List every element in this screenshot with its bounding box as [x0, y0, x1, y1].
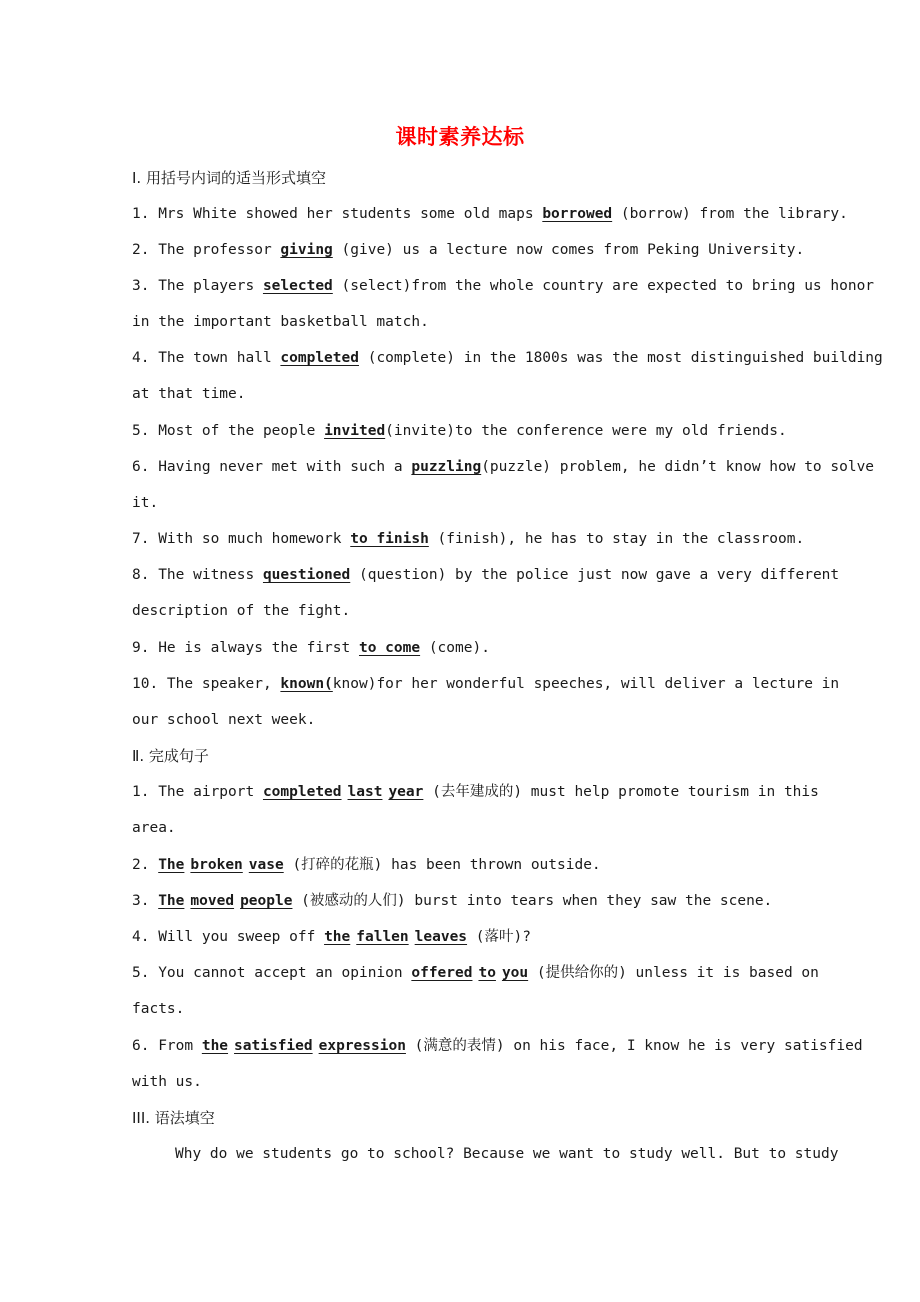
sentence-item-continuation: area.	[132, 820, 176, 836]
section-3-heading: III. 语法填空	[132, 1109, 215, 1127]
sentence-item: 3. The moved people (被感动的人们) burst into tears when they saw the scene.	[132, 893, 773, 909]
answer-blank: borrowed	[542, 206, 613, 222]
answer-word: people	[240, 893, 293, 909]
answer-word: last	[347, 784, 383, 800]
sentence-item: 1. The airport completed last year (去年建成的) must help promote tourism in this	[132, 784, 819, 800]
answer-word: the	[324, 929, 351, 945]
answer-word: you	[501, 965, 529, 981]
page-title: 课时素养达标	[395, 125, 525, 149]
sentence-item: 2. The broken vase (打碎的花瓶) has been thrown outside.	[132, 857, 601, 873]
answer-word: year	[388, 784, 424, 800]
sentence-item-continuation: facts.	[132, 1001, 185, 1017]
answer-blank: selected	[262, 278, 333, 294]
exercise-item-continuation: at that time.	[132, 386, 246, 402]
exercise-item: 3. The players selected (select)from the whole country are expected to bring us honor	[132, 278, 875, 294]
answer-word: broken	[190, 857, 243, 873]
exercise-item: 6. Having never met with such a puzzling(puzzle) problem, he didn’t know how to solve	[132, 459, 875, 475]
answer-blank: questioned	[262, 567, 351, 583]
exercise-item-continuation: it.	[132, 495, 159, 511]
answer-word: offered	[411, 965, 473, 981]
answer-word: moved	[190, 893, 235, 909]
answer-blank: to finish	[350, 531, 429, 547]
exercise-item-continuation: description of the fight.	[132, 603, 351, 619]
answer-word: the	[201, 1038, 229, 1054]
exercise-item: 9. He is always the first to come (come).	[132, 640, 490, 656]
answer-word: satisfied	[234, 1038, 313, 1054]
answer-blank: giving	[280, 242, 333, 258]
answer-blank: known(	[280, 676, 333, 692]
section-2-heading: Ⅱ. 完成句子	[132, 747, 209, 765]
answer-word: expression	[318, 1038, 406, 1054]
exercise-item: 2. The professor giving (give) us a lecture now comes from Peking University.	[132, 242, 805, 258]
answer-blank: to come	[358, 640, 421, 656]
answer-word: The	[158, 857, 185, 873]
sentence-item: 5. You cannot accept an opinion offered to you (提供给你的) unless it is based on	[132, 965, 819, 981]
cloze-paragraph: Why do we students go to school? Because we want to study well. But to study	[175, 1146, 839, 1162]
answer-word: leaves	[414, 929, 468, 945]
answer-word: vase	[248, 857, 284, 873]
answer-word: fallen	[356, 929, 409, 945]
exercise-item-continuation: in the important basketball match.	[132, 314, 429, 330]
answer-word: completed	[262, 784, 342, 800]
answer-word: to	[478, 965, 496, 981]
sentence-item: 4. Will you sweep off the fallen leaves (落叶)?	[132, 929, 531, 945]
answer-blank: invited	[324, 423, 386, 439]
sentence-item: 6. From the satisfied expression (满意的表情) on his face, I know he is very satisfied	[132, 1038, 863, 1054]
exercise-item-continuation: our school next week.	[132, 712, 316, 728]
section-1-heading: Ⅰ. 用括号内词的适当形式填空	[132, 169, 326, 187]
answer-blank: puzzling	[411, 459, 482, 475]
answer-blank: completed	[280, 350, 359, 366]
exercise-item: 5. Most of the people invited(invite)to the conference were my old friends.	[132, 423, 787, 439]
sentence-item-continuation: with us.	[132, 1074, 202, 1090]
exercise-item: 10. The speaker, known(know)for her wonderful speeches, will deliver a lecture in	[132, 676, 840, 692]
exercise-item: 8. The witness questioned (question) by the police just now gave a very different	[132, 567, 840, 583]
exercise-item: 4. The town hall completed (complete) in the 1800s was the most distinguished building	[132, 350, 883, 366]
exercise-item: 7. With so much homework to finish (finish), he has to stay in the classroom.	[132, 531, 805, 547]
exercise-item: 1. Mrs White showed her students some old maps borrowed (borrow) from the library.	[132, 206, 848, 222]
answer-word: The	[158, 893, 185, 909]
